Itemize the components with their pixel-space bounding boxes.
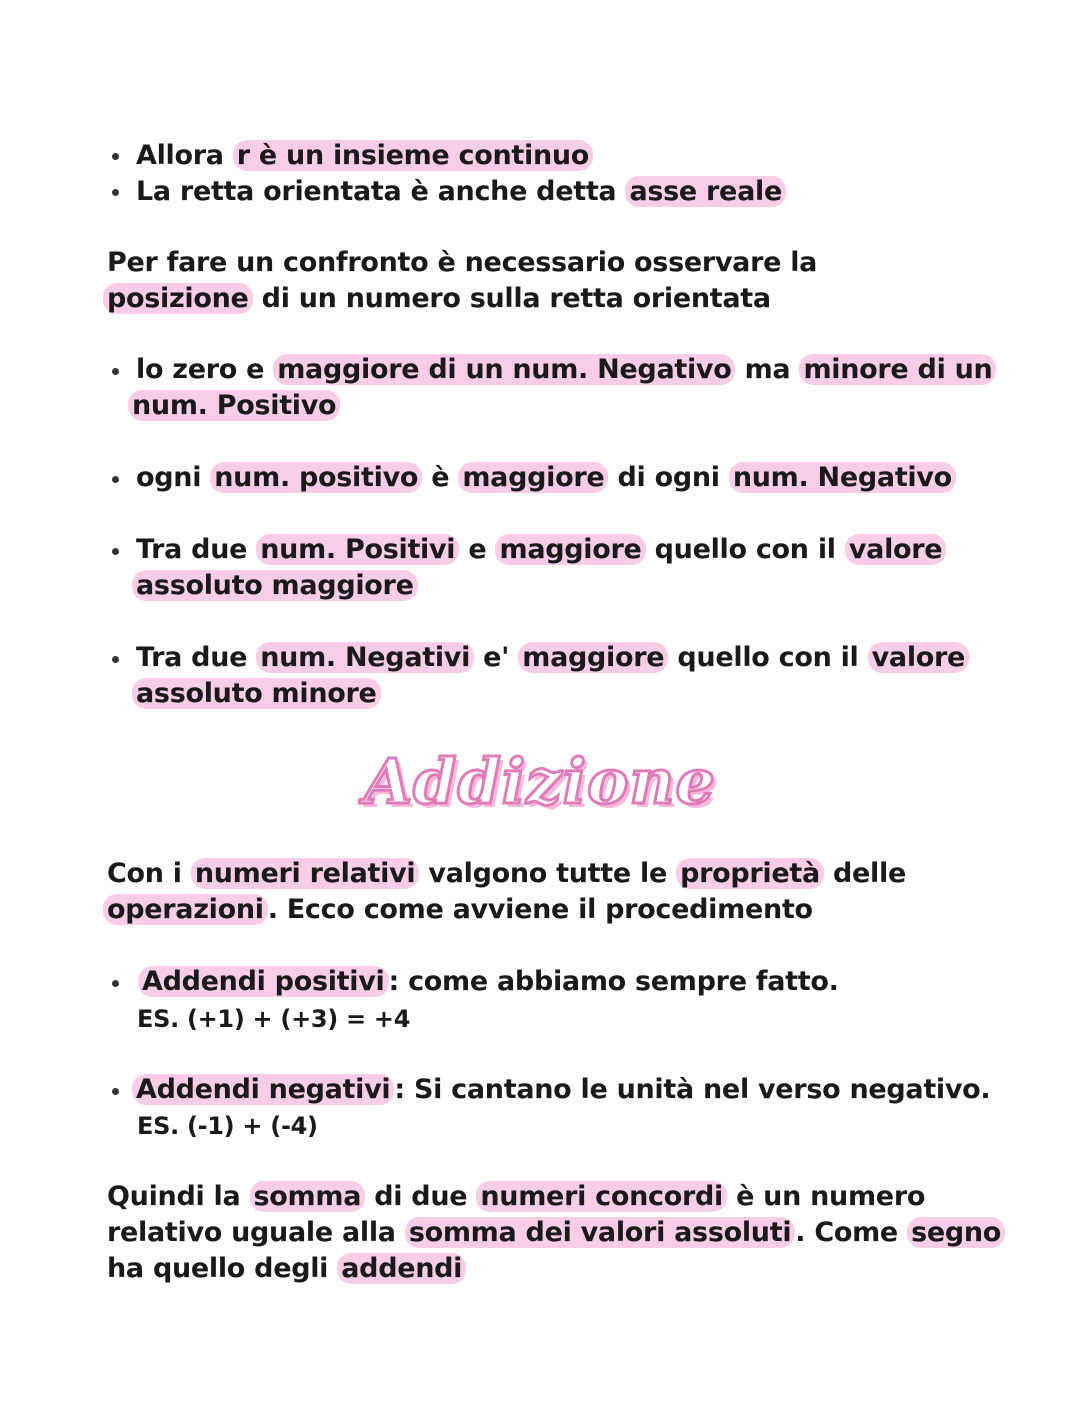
- highlight: maggiore: [458, 462, 608, 493]
- text: . Come: [795, 1217, 908, 1248]
- bullet-dot: [112, 189, 119, 196]
- example: ES. (+1) + (+3) = +4: [137, 1005, 411, 1033]
- highlight: num. Positivo: [128, 390, 340, 421]
- bullet-dot: [112, 368, 119, 375]
- highlight: segno: [907, 1217, 1005, 1248]
- text: è un numero: [726, 1181, 926, 1212]
- text: Per fare un confronto è necessario osservare la: [107, 247, 818, 278]
- para3-line2: [107, 1215, 1005, 1251]
- bullet-dot: [112, 1088, 119, 1095]
- highlight: asse reale: [625, 176, 786, 207]
- para2-line1: [107, 856, 906, 892]
- text: di un numero sulla retta orientata: [252, 283, 771, 314]
- highlight: assoluto maggiore: [132, 570, 418, 601]
- text: relativo uguale alla: [107, 1217, 405, 1248]
- text: quello con il: [645, 534, 845, 565]
- comparison-two-positive-cont: [132, 568, 418, 604]
- highlight: posizione: [103, 283, 253, 314]
- para1-line1: [107, 245, 817, 281]
- para1-line2: [103, 281, 771, 317]
- comparison-two-negative-cont: [132, 676, 381, 712]
- bullet-dot: [112, 153, 119, 160]
- comparison-two-positive: [136, 532, 946, 568]
- highlight: r è un insieme continuo: [233, 140, 593, 171]
- addition-negative-example: [137, 1108, 318, 1144]
- bullet-asse-reale: [136, 174, 786, 210]
- text: ha quello degli: [107, 1253, 338, 1284]
- text: Allora: [136, 140, 233, 171]
- highlight: maggiore: [518, 642, 668, 673]
- text: di due: [365, 1181, 477, 1212]
- highlight: Addendi positivi: [138, 966, 389, 997]
- text: Tra due: [136, 534, 257, 565]
- text: quello con il: [668, 642, 868, 673]
- text: Con i: [107, 858, 191, 889]
- highlight: numeri relativi: [191, 858, 419, 889]
- highlight: valore: [845, 534, 946, 565]
- bullet-dot: [112, 548, 119, 555]
- text: delle: [823, 858, 906, 889]
- comparison-positive-negative: [136, 460, 956, 496]
- text: ma: [735, 354, 800, 385]
- bullet-dot: [112, 476, 119, 483]
- example: ES. (-1) + (-4): [137, 1112, 318, 1140]
- bullet-allora: [136, 138, 593, 174]
- highlight: numeri concordi: [476, 1181, 727, 1212]
- addition-positive-example: [137, 1001, 410, 1037]
- para3-line1: [107, 1179, 925, 1215]
- highlight: num. Positivi: [256, 534, 459, 565]
- highlight: operazioni: [103, 894, 268, 925]
- text: e': [474, 642, 519, 673]
- section-title: Addizione: [364, 745, 716, 818]
- highlight: num. Negativi: [256, 642, 474, 673]
- highlight: maggiore: [495, 534, 645, 565]
- para2-line2: [103, 892, 813, 928]
- text: lo zero e: [136, 354, 274, 385]
- text: : come abbiamo sempre fatto.: [388, 966, 839, 997]
- highlight: num. Negativo: [729, 462, 956, 493]
- text: : Si cantano le unità nel verso negativo.: [394, 1074, 991, 1105]
- highlight: valore: [868, 642, 969, 673]
- text: è: [422, 462, 459, 493]
- comparison-zero-cont: [128, 388, 340, 424]
- highlight: minore di un: [799, 354, 996, 385]
- highlight: somma: [250, 1181, 366, 1212]
- text: Tra due: [136, 642, 257, 673]
- text: . Ecco come avviene il procedimento: [267, 894, 813, 925]
- addition-positive: [138, 964, 839, 1000]
- text: e: [459, 534, 496, 565]
- addition-negative: [132, 1072, 990, 1108]
- highlight: proprietà: [676, 858, 824, 889]
- highlight: assoluto minore: [132, 678, 381, 709]
- text: valgono tutte le: [419, 858, 677, 889]
- text: Quindi la: [107, 1181, 250, 1212]
- text: La retta orientata è anche detta: [136, 176, 626, 207]
- highlight: addendi: [337, 1253, 466, 1284]
- highlight: num. positivo: [210, 462, 422, 493]
- highlight: somma dei valori assoluti: [405, 1217, 795, 1248]
- highlight: maggiore di un num. Negativo: [273, 354, 735, 385]
- comparison-zero: [136, 352, 996, 388]
- text: ogni: [136, 462, 211, 493]
- bullet-dot: [112, 656, 119, 663]
- text: di ogni: [608, 462, 729, 493]
- para3-line3: [107, 1251, 466, 1287]
- highlight: Addendi negativi: [132, 1074, 394, 1105]
- bullet-dot: [112, 980, 119, 987]
- comparison-two-negative: [136, 640, 969, 676]
